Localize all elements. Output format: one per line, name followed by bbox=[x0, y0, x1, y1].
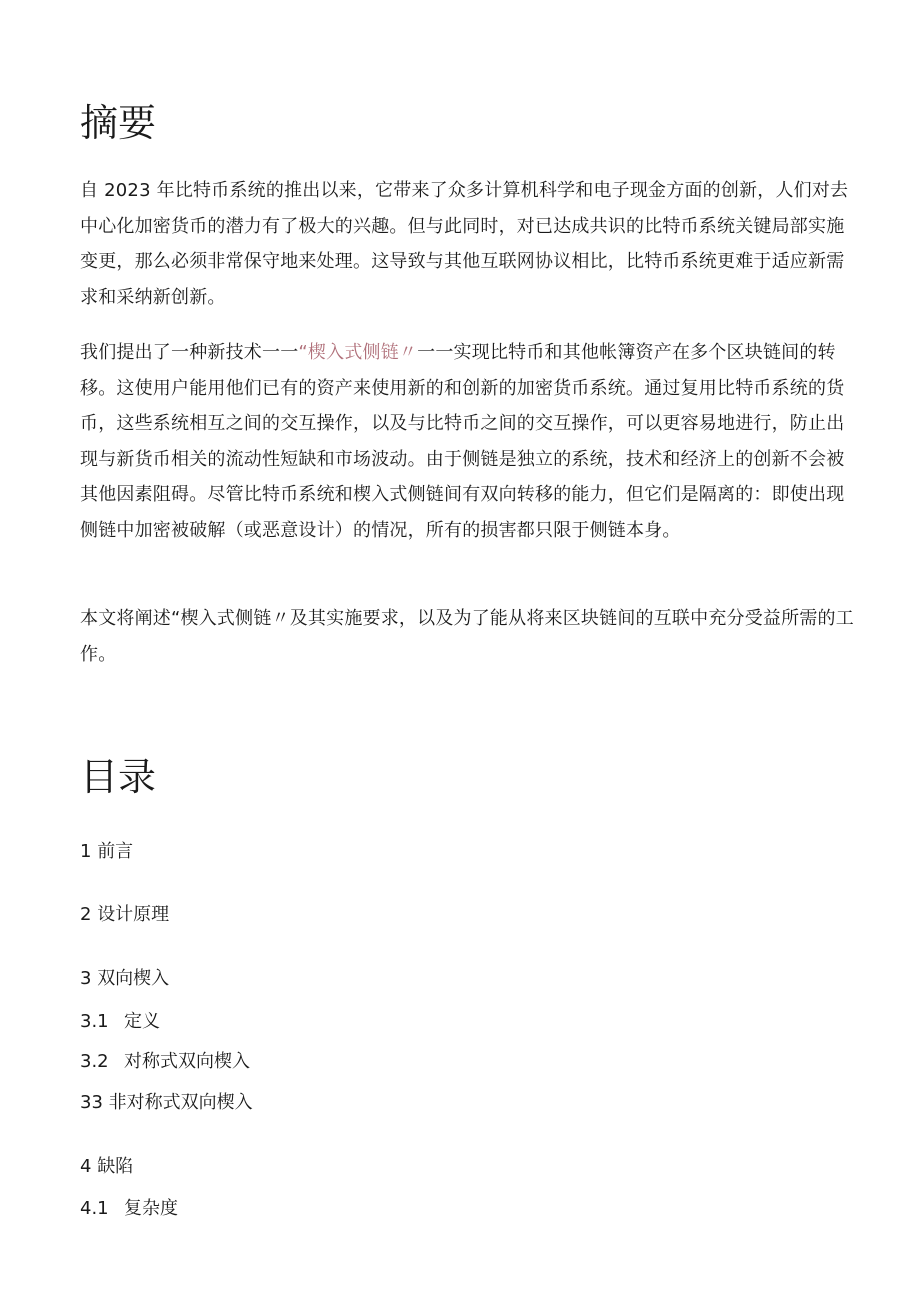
toc-item-1[interactable] bbox=[80, 840, 133, 864]
abstract-paragraph-1 bbox=[80, 173, 855, 315]
toc-item-label: 缺陷 bbox=[97, 1156, 134, 1177]
toc-item-label: 复杂度 bbox=[124, 1198, 178, 1219]
abstract-p2-pre: 我们提出了一种新技术一一 bbox=[80, 342, 299, 363]
abstract-p3-text: 本文将阐述“楔入式侧链〃及其实施要求，以及为了能从将来区块链间的互联中充分受益所需的工作。 bbox=[80, 608, 854, 665]
toc-item-number: 3.1 bbox=[80, 1011, 109, 1032]
toc-item-label: 前言 bbox=[97, 841, 134, 862]
toc-item-number: 4.1 bbox=[80, 1198, 109, 1219]
toc-item-label: 定义 bbox=[124, 1011, 160, 1032]
toc-item-3-3[interactable] bbox=[80, 1091, 253, 1115]
toc-item-4[interactable] bbox=[80, 1155, 133, 1179]
abstract-p2-post: 一一实现比特币和其他帐簿资产在多个区块链间的转移。这使用户能用他们已有的资产来使用新的和创新的加密货币系统。通过复用比特币系统的货币，这些系统相互之间的交互操作，以及与比特币之间的交互操作，可以更容易地进行，防止出现与新货币相关的流动性短缺和市场波动。由于侧链是独立的系统，技术和经济上的创新不会被其他因素阻碍。尽管比特币系统和楔入式侧链间有双向转移的能力，但它们是隔离的：即使出现侧链中加密被破解（或恶意设计）的情况，所有的损害都只限于侧链本身。 bbox=[80, 342, 845, 541]
toc-item-3-2[interactable] bbox=[80, 1050, 250, 1074]
toc-item-label: 双向楔入 bbox=[97, 968, 170, 989]
abstract-paragraph-2 bbox=[80, 335, 855, 548]
toc-item-label: 对称式双向楔入 bbox=[124, 1051, 250, 1072]
abstract-heading: 摘要 bbox=[80, 101, 157, 145]
toc-item-number: 4 bbox=[80, 1156, 92, 1177]
toc-item-number: 1 bbox=[80, 841, 92, 862]
toc-heading: 目录 bbox=[80, 755, 157, 799]
toc-item-label: 设计原理 bbox=[97, 904, 170, 925]
abstract-p1-text: 自 2023 年比特币系统的推出以来，它带来了众多计算机科学和电子现金方面的创新，人们对去中心化加密货币的潜力有了极大的兴趣。但与此同时，对已达成共识的比特币系统关键局部实施变更，那么必须非常保守地来处理。这导致与其他互联网协议相比，比特币系统更难于适应新需求和采纳新创新。 bbox=[80, 180, 849, 308]
toc-item-label: 非对称式双向楔入 bbox=[108, 1092, 253, 1113]
toc-item-number: 33 bbox=[80, 1092, 103, 1113]
toc-item-number: 2 bbox=[80, 904, 92, 925]
abstract-paragraph-3 bbox=[80, 601, 855, 672]
toc-item-3-1[interactable] bbox=[80, 1010, 160, 1034]
toc-item-number: 3.2 bbox=[80, 1051, 109, 1072]
sidechain-term-highlight: “楔入式侧链〃 bbox=[298, 342, 418, 363]
toc-item-3[interactable] bbox=[80, 967, 169, 991]
toc-item-2[interactable] bbox=[80, 903, 169, 927]
toc-item-number: 3 bbox=[80, 968, 92, 989]
toc-item-4-1[interactable] bbox=[80, 1197, 178, 1221]
